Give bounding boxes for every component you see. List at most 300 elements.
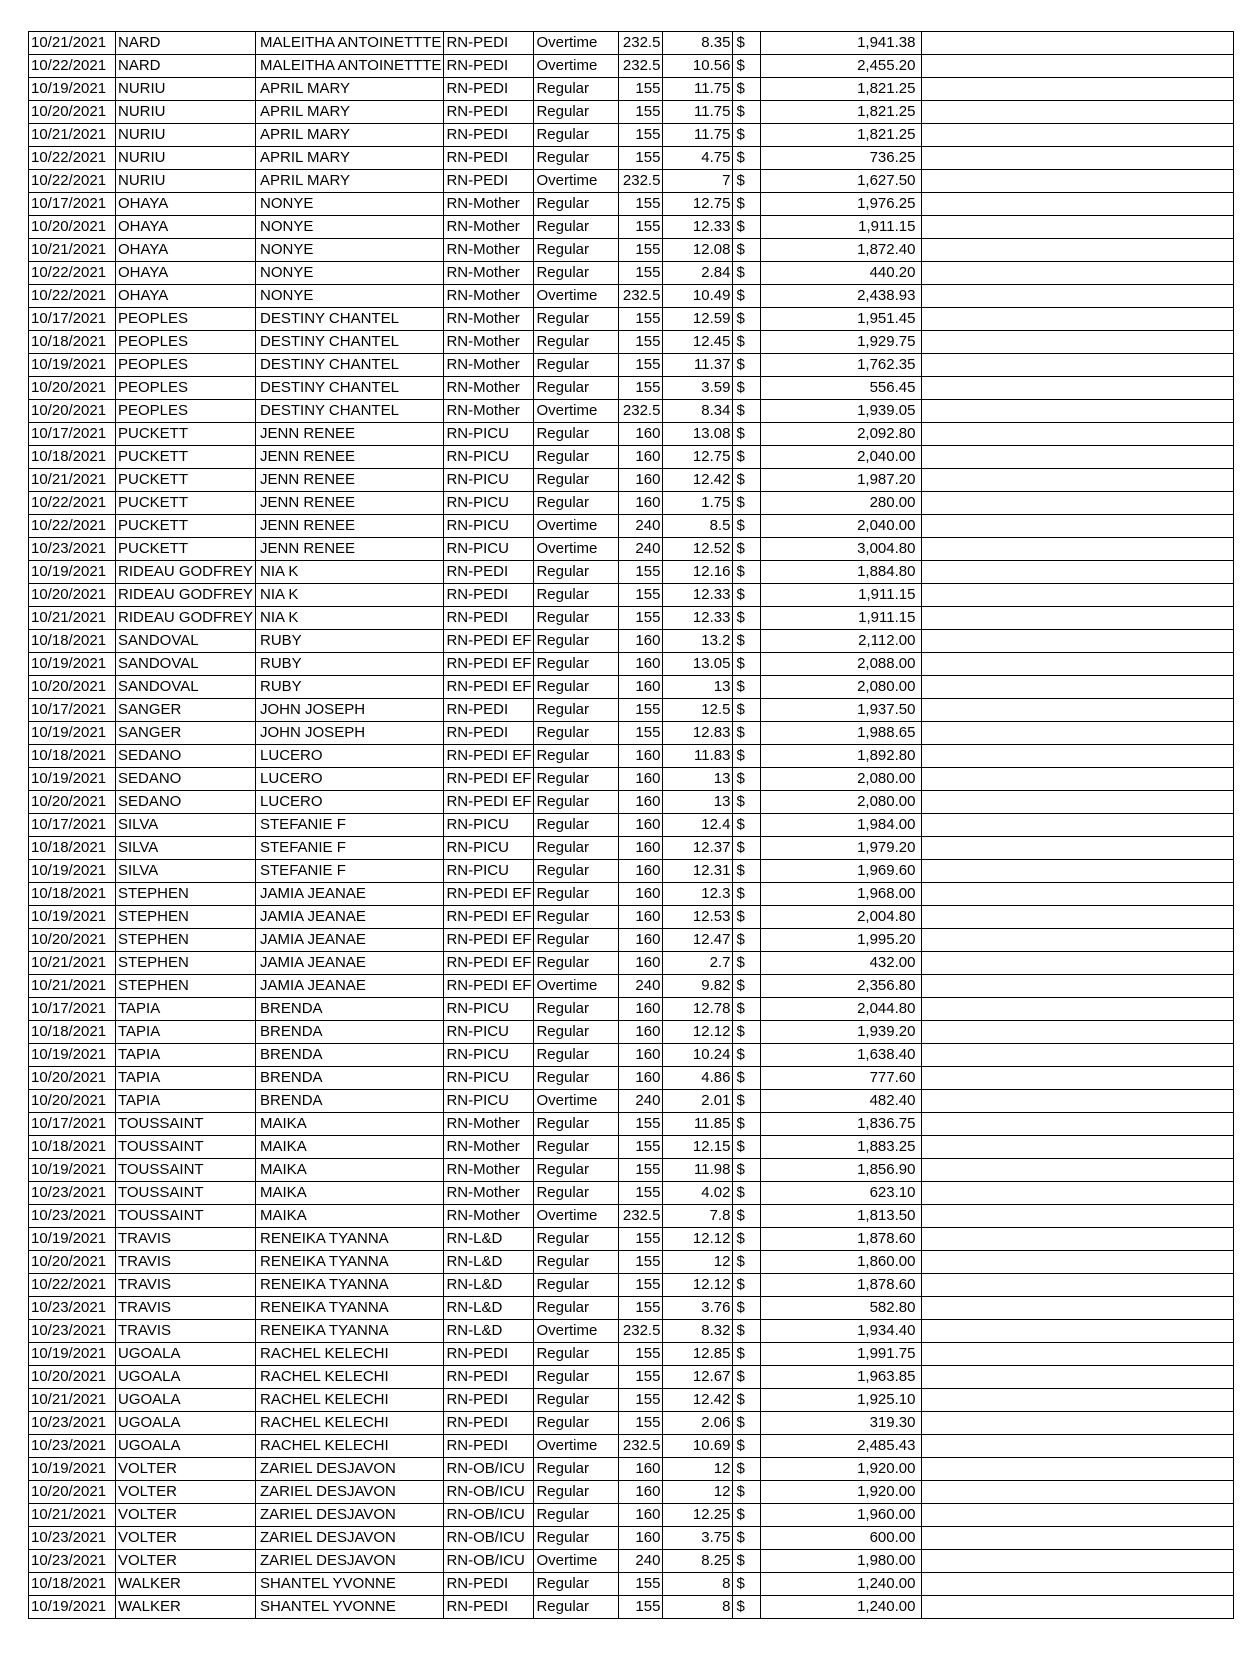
hours-cell: 4.75: [663, 147, 733, 170]
currency-symbol-cell: $: [733, 1274, 761, 1297]
currency-symbol-cell: $: [733, 1297, 761, 1320]
department-cell: RN-PICU: [444, 814, 534, 837]
amount-cell: 1,240.00: [761, 1573, 922, 1596]
hours-cell: 8: [663, 1573, 733, 1596]
last-name-cell: VOLTER: [116, 1481, 256, 1504]
rate-cell: 240: [619, 1090, 663, 1113]
table-row: [29, 538, 1234, 561]
pay-type-cell: Regular: [534, 1297, 619, 1320]
last-name-cell: TAPIA: [116, 1021, 256, 1044]
last-name-cell: PUCKETT: [116, 492, 256, 515]
table-row: [29, 1113, 1234, 1136]
date-cell: 10/20/2021: [29, 216, 116, 239]
currency-symbol-cell: $: [733, 32, 761, 55]
last-name-cell: SEDANO: [116, 768, 256, 791]
hours-cell: 12.5: [663, 699, 733, 722]
currency-symbol-cell: $: [733, 1228, 761, 1251]
last-name-cell: NURIU: [116, 170, 256, 193]
pay-type-cell: Overtime: [534, 538, 619, 561]
rate-cell: 240: [619, 538, 663, 561]
amount-cell: 1,960.00: [761, 1504, 922, 1527]
last-name-cell: STEPHEN: [116, 906, 256, 929]
pay-type-cell: Overtime: [534, 1320, 619, 1343]
hours-cell: 3.76: [663, 1297, 733, 1320]
hours-cell: 8: [663, 1596, 733, 1619]
table-row: [29, 262, 1234, 285]
date-cell: 10/20/2021: [29, 1067, 116, 1090]
currency-symbol-cell: $: [733, 975, 761, 998]
table-row: [29, 446, 1234, 469]
table-row: [29, 331, 1234, 354]
hours-cell: 2.84: [663, 262, 733, 285]
table-row: [29, 1504, 1234, 1527]
department-cell: RN-PEDI EF: [444, 745, 534, 768]
department-cell: RN-PICU: [444, 837, 534, 860]
pay-type-cell: Regular: [534, 1136, 619, 1159]
department-cell: RN-OB/ICU: [444, 1458, 534, 1481]
pay-type-cell: Overtime: [534, 1205, 619, 1228]
last-name-cell: OHAYA: [116, 285, 256, 308]
date-cell: 10/18/2021: [29, 837, 116, 860]
rate-cell: 155: [619, 1366, 663, 1389]
empty-cell: [922, 630, 1234, 653]
last-name-cell: NURIU: [116, 101, 256, 124]
empty-cell: [922, 1113, 1234, 1136]
department-cell: RN-Mother: [444, 1182, 534, 1205]
last-name-cell: TAPIA: [116, 1044, 256, 1067]
amount-cell: 1,963.85: [761, 1366, 922, 1389]
empty-cell: [922, 791, 1234, 814]
department-cell: RN-PEDI: [444, 607, 534, 630]
empty-cell: [922, 1021, 1234, 1044]
rate-cell: 160: [619, 745, 663, 768]
hours-cell: 12.12: [663, 1021, 733, 1044]
empty-cell: [922, 1228, 1234, 1251]
empty-cell: [922, 952, 1234, 975]
department-cell: RN-Mother: [444, 308, 534, 331]
rate-cell: 240: [619, 975, 663, 998]
amount-cell: 1,240.00: [761, 1596, 922, 1619]
table-row: [29, 837, 1234, 860]
empty-cell: [922, 1205, 1234, 1228]
first-name-cell: LUCERO: [256, 745, 444, 768]
rate-cell: 155: [619, 377, 663, 400]
pay-type-cell: Regular: [534, 1228, 619, 1251]
date-cell: 10/20/2021: [29, 1366, 116, 1389]
empty-cell: [922, 1481, 1234, 1504]
pay-type-cell: Regular: [534, 101, 619, 124]
first-name-cell: NIA K: [256, 607, 444, 630]
pay-type-cell: Regular: [534, 78, 619, 101]
hours-cell: 13: [663, 676, 733, 699]
pay-type-cell: Regular: [534, 1113, 619, 1136]
empty-cell: [922, 1067, 1234, 1090]
department-cell: RN-PEDI EF: [444, 653, 534, 676]
hours-cell: 2.06: [663, 1412, 733, 1435]
department-cell: RN-Mother: [444, 285, 534, 308]
date-cell: 10/19/2021: [29, 1159, 116, 1182]
hours-cell: 11.37: [663, 354, 733, 377]
department-cell: RN-PICU: [444, 515, 534, 538]
last-name-cell: PUCKETT: [116, 469, 256, 492]
first-name-cell: NIA K: [256, 584, 444, 607]
empty-cell: [922, 998, 1234, 1021]
empty-cell: [922, 285, 1234, 308]
amount-cell: 2,356.80: [761, 975, 922, 998]
hours-cell: 12.53: [663, 906, 733, 929]
first-name-cell: LUCERO: [256, 768, 444, 791]
department-cell: RN-PEDI: [444, 699, 534, 722]
first-name-cell: JOHN JOSEPH: [256, 722, 444, 745]
hours-cell: 13.08: [663, 423, 733, 446]
empty-cell: [922, 78, 1234, 101]
rate-cell: 160: [619, 1504, 663, 1527]
pay-type-cell: Regular: [534, 1412, 619, 1435]
hours-cell: 12.85: [663, 1343, 733, 1366]
pay-type-cell: Regular: [534, 1481, 619, 1504]
rate-cell: 155: [619, 1343, 663, 1366]
last-name-cell: SANDOVAL: [116, 653, 256, 676]
currency-symbol-cell: $: [733, 1251, 761, 1274]
currency-symbol-cell: $: [733, 1458, 761, 1481]
table-row: [29, 1320, 1234, 1343]
amount-cell: 2,040.00: [761, 446, 922, 469]
empty-cell: [922, 423, 1234, 446]
first-name-cell: NONYE: [256, 193, 444, 216]
empty-cell: [922, 1389, 1234, 1412]
pay-type-cell: Regular: [534, 814, 619, 837]
currency-symbol-cell: $: [733, 676, 761, 699]
table-row: [29, 768, 1234, 791]
department-cell: RN-Mother: [444, 216, 534, 239]
first-name-cell: JENN RENEE: [256, 446, 444, 469]
last-name-cell: TOUSSAINT: [116, 1205, 256, 1228]
last-name-cell: SANGER: [116, 699, 256, 722]
empty-cell: [922, 837, 1234, 860]
pay-type-cell: Overtime: [534, 1090, 619, 1113]
amount-cell: 1,911.15: [761, 607, 922, 630]
hours-cell: 4.02: [663, 1182, 733, 1205]
table-row: [29, 699, 1234, 722]
date-cell: 10/20/2021: [29, 101, 116, 124]
pay-type-cell: Regular: [534, 768, 619, 791]
hours-cell: 12: [663, 1458, 733, 1481]
last-name-cell: VOLTER: [116, 1550, 256, 1573]
pay-type-cell: Regular: [534, 1527, 619, 1550]
amount-cell: 2,080.00: [761, 791, 922, 814]
hours-cell: 12.12: [663, 1228, 733, 1251]
first-name-cell: RACHEL KELECHI: [256, 1389, 444, 1412]
rate-cell: 160: [619, 952, 663, 975]
table-row: [29, 1343, 1234, 1366]
table-row: [29, 1159, 1234, 1182]
pay-type-cell: Regular: [534, 722, 619, 745]
rate-cell: 155: [619, 239, 663, 262]
currency-symbol-cell: $: [733, 55, 761, 78]
table-row: [29, 1527, 1234, 1550]
pay-type-cell: Regular: [534, 124, 619, 147]
pay-type-cell: Regular: [534, 1182, 619, 1205]
hours-cell: 3.59: [663, 377, 733, 400]
table-row: [29, 1228, 1234, 1251]
date-cell: 10/18/2021: [29, 883, 116, 906]
rate-cell: 155: [619, 722, 663, 745]
pay-type-cell: Regular: [534, 791, 619, 814]
empty-cell: [922, 1366, 1234, 1389]
amount-cell: 2,455.20: [761, 55, 922, 78]
rate-cell: 155: [619, 607, 663, 630]
amount-cell: 1,821.25: [761, 101, 922, 124]
first-name-cell: RUBY: [256, 676, 444, 699]
currency-symbol-cell: $: [733, 791, 761, 814]
hours-cell: 12.75: [663, 193, 733, 216]
pay-type-cell: Regular: [534, 216, 619, 239]
date-cell: 10/23/2021: [29, 1435, 116, 1458]
date-cell: 10/23/2021: [29, 1550, 116, 1573]
table-row: [29, 653, 1234, 676]
first-name-cell: MAIKA: [256, 1136, 444, 1159]
empty-cell: [922, 768, 1234, 791]
empty-cell: [922, 1412, 1234, 1435]
last-name-cell: SILVA: [116, 860, 256, 883]
department-cell: RN-PICU: [444, 1021, 534, 1044]
pay-type-cell: Regular: [534, 906, 619, 929]
currency-symbol-cell: $: [733, 1527, 761, 1550]
amount-cell: 1,883.25: [761, 1136, 922, 1159]
first-name-cell: RENEIKA TYANNA: [256, 1274, 444, 1297]
date-cell: 10/22/2021: [29, 170, 116, 193]
last-name-cell: STEPHEN: [116, 929, 256, 952]
first-name-cell: NONYE: [256, 285, 444, 308]
rate-cell: 155: [619, 1113, 663, 1136]
hours-cell: 12.08: [663, 239, 733, 262]
hours-cell: 12.12: [663, 1274, 733, 1297]
amount-cell: 1,939.20: [761, 1021, 922, 1044]
first-name-cell: RACHEL KELECHI: [256, 1343, 444, 1366]
date-cell: 10/19/2021: [29, 722, 116, 745]
currency-symbol-cell: $: [733, 906, 761, 929]
pay-type-cell: Regular: [534, 745, 619, 768]
amount-cell: 623.10: [761, 1182, 922, 1205]
hours-cell: 7: [663, 170, 733, 193]
rate-cell: 155: [619, 1182, 663, 1205]
empty-cell: [922, 584, 1234, 607]
amount-cell: 1,951.45: [761, 308, 922, 331]
department-cell: RN-PEDI: [444, 101, 534, 124]
hours-cell: 8.35: [663, 32, 733, 55]
hours-cell: 11.83: [663, 745, 733, 768]
department-cell: RN-PEDI: [444, 1435, 534, 1458]
currency-symbol-cell: $: [733, 1044, 761, 1067]
hours-cell: 12.42: [663, 1389, 733, 1412]
department-cell: RN-PEDI EF: [444, 975, 534, 998]
department-cell: RN-PICU: [444, 492, 534, 515]
amount-cell: 319.30: [761, 1412, 922, 1435]
currency-symbol-cell: $: [733, 469, 761, 492]
pay-type-cell: Regular: [534, 883, 619, 906]
last-name-cell: OHAYA: [116, 262, 256, 285]
hours-cell: 10.49: [663, 285, 733, 308]
last-name-cell: NARD: [116, 32, 256, 55]
table-row: [29, 55, 1234, 78]
date-cell: 10/17/2021: [29, 193, 116, 216]
rate-cell: 160: [619, 492, 663, 515]
pay-type-cell: Regular: [534, 653, 619, 676]
hours-cell: 12.25: [663, 1504, 733, 1527]
first-name-cell: BRENDA: [256, 998, 444, 1021]
pay-type-cell: Regular: [534, 1044, 619, 1067]
department-cell: RN-PICU: [444, 1044, 534, 1067]
last-name-cell: TRAVIS: [116, 1297, 256, 1320]
currency-symbol-cell: $: [733, 170, 761, 193]
department-cell: RN-Mother: [444, 1113, 534, 1136]
amount-cell: 1,984.00: [761, 814, 922, 837]
pay-type-cell: Regular: [534, 1274, 619, 1297]
last-name-cell: PUCKETT: [116, 423, 256, 446]
table-row: [29, 1297, 1234, 1320]
department-cell: RN-L&D: [444, 1297, 534, 1320]
rate-cell: 160: [619, 998, 663, 1021]
hours-cell: 12: [663, 1481, 733, 1504]
date-cell: 10/19/2021: [29, 860, 116, 883]
hours-cell: 12.33: [663, 216, 733, 239]
table-row: [29, 1573, 1234, 1596]
amount-cell: 736.25: [761, 147, 922, 170]
first-name-cell: JENN RENEE: [256, 469, 444, 492]
rate-cell: 232.5: [619, 1435, 663, 1458]
date-cell: 10/19/2021: [29, 653, 116, 676]
currency-symbol-cell: $: [733, 837, 761, 860]
empty-cell: [922, 124, 1234, 147]
last-name-cell: TAPIA: [116, 1067, 256, 1090]
department-cell: RN-Mother: [444, 1136, 534, 1159]
currency-symbol-cell: $: [733, 998, 761, 1021]
currency-symbol-cell: $: [733, 929, 761, 952]
department-cell: RN-Mother: [444, 193, 534, 216]
rate-cell: 155: [619, 101, 663, 124]
table-row: [29, 1366, 1234, 1389]
hours-cell: 12.45: [663, 331, 733, 354]
first-name-cell: JENN RENEE: [256, 423, 444, 446]
department-cell: RN-PEDI: [444, 55, 534, 78]
table-row: [29, 354, 1234, 377]
currency-symbol-cell: $: [733, 1343, 761, 1366]
hours-cell: 12.75: [663, 446, 733, 469]
rate-cell: 155: [619, 216, 663, 239]
last-name-cell: STEPHEN: [116, 883, 256, 906]
rate-cell: 155: [619, 1251, 663, 1274]
currency-symbol-cell: $: [733, 1205, 761, 1228]
currency-symbol-cell: $: [733, 745, 761, 768]
empty-cell: [922, 699, 1234, 722]
department-cell: RN-Mother: [444, 1205, 534, 1228]
rate-cell: 155: [619, 147, 663, 170]
last-name-cell: PEOPLES: [116, 400, 256, 423]
department-cell: RN-OB/ICU: [444, 1550, 534, 1573]
amount-cell: 2,004.80: [761, 906, 922, 929]
hours-cell: 12.37: [663, 837, 733, 860]
empty-cell: [922, 492, 1234, 515]
table-row: [29, 308, 1234, 331]
last-name-cell: TAPIA: [116, 1090, 256, 1113]
first-name-cell: STEFANIE F: [256, 814, 444, 837]
first-name-cell: DESTINY CHANTEL: [256, 377, 444, 400]
empty-cell: [922, 722, 1234, 745]
hours-cell: 8.34: [663, 400, 733, 423]
amount-cell: 1,920.00: [761, 1481, 922, 1504]
empty-cell: [922, 1573, 1234, 1596]
empty-cell: [922, 1343, 1234, 1366]
pay-type-cell: Regular: [534, 952, 619, 975]
hours-cell: 12.52: [663, 538, 733, 561]
first-name-cell: APRIL MARY: [256, 101, 444, 124]
department-cell: RN-PICU: [444, 998, 534, 1021]
last-name-cell: VOLTER: [116, 1504, 256, 1527]
date-cell: 10/21/2021: [29, 1504, 116, 1527]
currency-symbol-cell: $: [733, 1136, 761, 1159]
first-name-cell: NONYE: [256, 216, 444, 239]
pay-type-cell: Regular: [534, 1251, 619, 1274]
first-name-cell: RENEIKA TYANNA: [256, 1228, 444, 1251]
empty-cell: [922, 147, 1234, 170]
department-cell: RN-PEDI EF: [444, 929, 534, 952]
last-name-cell: STEPHEN: [116, 975, 256, 998]
pay-type-cell: Regular: [534, 1458, 619, 1481]
hours-cell: 12.67: [663, 1366, 733, 1389]
currency-symbol-cell: $: [733, 492, 761, 515]
pay-type-cell: Regular: [534, 147, 619, 170]
amount-cell: 1,821.25: [761, 78, 922, 101]
empty-cell: [922, 653, 1234, 676]
rate-cell: 232.5: [619, 55, 663, 78]
last-name-cell: UGOALA: [116, 1412, 256, 1435]
first-name-cell: ZARIEL DESJAVON: [256, 1550, 444, 1573]
pay-type-cell: Regular: [534, 860, 619, 883]
department-cell: RN-PEDI: [444, 1573, 534, 1596]
first-name-cell: MAIKA: [256, 1182, 444, 1205]
department-cell: RN-PEDI EF: [444, 906, 534, 929]
amount-cell: 777.60: [761, 1067, 922, 1090]
pay-type-cell: Regular: [534, 469, 619, 492]
pay-type-cell: Overtime: [534, 32, 619, 55]
amount-cell: 1,988.65: [761, 722, 922, 745]
empty-cell: [922, 1550, 1234, 1573]
amount-cell: 432.00: [761, 952, 922, 975]
date-cell: 10/19/2021: [29, 1228, 116, 1251]
table-row: [29, 929, 1234, 952]
pay-type-cell: Regular: [534, 492, 619, 515]
rate-cell: 160: [619, 1021, 663, 1044]
last-name-cell: TOUSSAINT: [116, 1182, 256, 1205]
amount-cell: 1,911.15: [761, 584, 922, 607]
date-cell: 10/22/2021: [29, 515, 116, 538]
date-cell: 10/19/2021: [29, 1596, 116, 1619]
department-cell: RN-Mother: [444, 262, 534, 285]
first-name-cell: BRENDA: [256, 1067, 444, 1090]
table-row: [29, 285, 1234, 308]
department-cell: RN-PEDI EF: [444, 883, 534, 906]
rate-cell: 160: [619, 676, 663, 699]
date-cell: 10/18/2021: [29, 1573, 116, 1596]
hours-cell: 12.33: [663, 584, 733, 607]
date-cell: 10/23/2021: [29, 538, 116, 561]
first-name-cell: BRENDA: [256, 1021, 444, 1044]
first-name-cell: MALEITHA ANTOINETTTE: [256, 32, 444, 55]
currency-symbol-cell: $: [733, 308, 761, 331]
currency-symbol-cell: $: [733, 400, 761, 423]
table-row: [29, 814, 1234, 837]
date-cell: 10/23/2021: [29, 1182, 116, 1205]
